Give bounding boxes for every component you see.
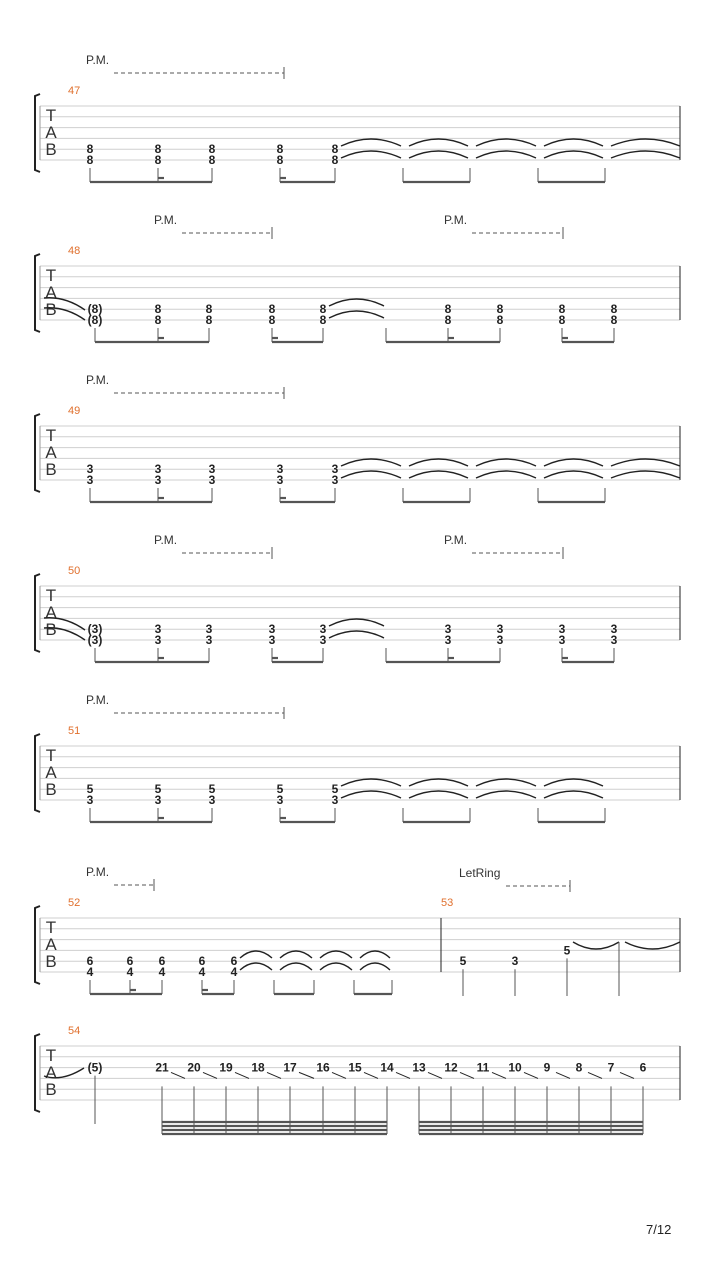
tie-arc (544, 791, 603, 798)
palm-mute-label: P.M. (444, 533, 468, 547)
fret-number: 3 (610, 633, 618, 647)
tie-arc (409, 779, 468, 786)
measure-number: 54 (68, 1025, 81, 1037)
fret-number: 5 (331, 782, 339, 796)
fret-number: 3 (154, 462, 162, 476)
fret-number: 3 (205, 633, 213, 647)
tie-arc (320, 951, 352, 958)
tie-arc (544, 151, 603, 158)
fret-number: 7 (607, 1060, 615, 1075)
slide-line (299, 1072, 314, 1078)
fret-number: 3 (205, 622, 213, 636)
slide-line (332, 1072, 346, 1078)
slide-line (171, 1072, 185, 1078)
measure-number: 52 (68, 897, 81, 909)
tie-arc (329, 299, 384, 306)
fret-number: 8 (558, 302, 566, 316)
tie-arc (341, 459, 401, 466)
fret-number: 8 (268, 302, 276, 316)
fret-number: 11 (476, 1060, 490, 1075)
fret-number: 8 (205, 302, 213, 316)
fret-number: 8 (610, 302, 618, 316)
fret-number: 5 (208, 782, 216, 796)
slide-line (235, 1072, 249, 1078)
palm-mute-label: P.M. (86, 373, 110, 387)
palm-mute-label: P.M. (154, 213, 178, 227)
fret-number: 3 (86, 473, 94, 487)
measure-number: 47 (68, 85, 81, 97)
fret-number: 9 (543, 1060, 551, 1075)
tie-arc (341, 139, 401, 146)
fret-number: 8 (154, 313, 162, 327)
tab-clef-letter: A (45, 123, 57, 142)
fret-number: 8 (331, 153, 339, 167)
tab-clef-letter: A (45, 763, 57, 782)
tie-arc (409, 459, 468, 466)
measure-number: 53 (441, 897, 454, 909)
fret-number: 6 (126, 954, 134, 968)
fret-number: 8 (154, 302, 162, 316)
staff-bracket (35, 734, 40, 812)
fret-number: 4 (86, 965, 94, 979)
fret-number: 8 (444, 302, 452, 316)
tab-clef-letter: B (45, 780, 57, 799)
fret-number: 3 (208, 473, 216, 487)
tie-arc (544, 459, 603, 466)
slide-line (492, 1072, 506, 1078)
fret-number: 8 (154, 142, 162, 156)
fret-number: 8 (610, 313, 618, 327)
fret-number: 3 (86, 462, 94, 476)
palm-mute-label: P.M. (86, 865, 110, 879)
tie-arc (625, 942, 680, 949)
tie-arc (240, 963, 272, 970)
fret-number: 3 (558, 633, 566, 647)
fret-number: (8) (87, 302, 103, 316)
tie-arc (329, 619, 384, 626)
fret-number: 6 (158, 954, 166, 968)
tie-arc (476, 151, 536, 158)
fret-number: 8 (319, 302, 327, 316)
fret-number: 5 (459, 954, 467, 969)
fret-number: (8) (87, 313, 103, 327)
staff-bracket (35, 1034, 40, 1112)
fret-number: 21 (155, 1060, 169, 1075)
fret-number: 3 (276, 462, 284, 476)
fret-number: 3 (558, 622, 566, 636)
tab-clef-letter: T (45, 586, 57, 605)
tab-clef-letter: T (45, 746, 57, 765)
tie-arc (409, 139, 468, 146)
fret-number: 8 (86, 153, 94, 167)
tab-clef-letter: T (45, 106, 57, 125)
tab-clef-letter: B (45, 1080, 57, 1099)
palm-mute-label: P.M. (86, 693, 110, 707)
tie-arc (329, 631, 384, 638)
fret-number: 3 (208, 793, 216, 807)
fret-number: 20 (187, 1060, 201, 1075)
tie-arc (544, 471, 603, 478)
fret-number: 3 (496, 622, 504, 636)
tie-arc (341, 779, 401, 786)
tab-clef-letter: B (45, 140, 57, 159)
tie-arc (409, 471, 468, 478)
tie-arc (341, 151, 401, 158)
fret-number: 8 (558, 313, 566, 327)
fret-number: 14 (380, 1060, 394, 1075)
page-number: 7/12 (646, 1222, 672, 1237)
staff-bracket (35, 94, 40, 172)
fret-number: 3 (610, 622, 618, 636)
fret-number: 8 (276, 142, 284, 156)
slide-line (620, 1072, 634, 1078)
fret-number: 17 (283, 1060, 297, 1075)
fret-number: 8 (496, 302, 504, 316)
fret-number: 5 (86, 782, 94, 796)
fret-number: 5 (276, 782, 284, 796)
fret-number: 8 (444, 313, 452, 327)
tie-arc (360, 963, 390, 970)
fret-number: 3 (444, 633, 452, 647)
slide-line (267, 1072, 281, 1078)
tie-arc (544, 779, 603, 786)
tie-arc (476, 471, 536, 478)
tab-clef-letter: T (45, 266, 57, 285)
slide-line (428, 1072, 442, 1078)
fret-number: 3 (496, 633, 504, 647)
tab-clef-letter: B (45, 620, 57, 639)
staff-bracket (35, 414, 40, 492)
palm-mute-label: P.M. (154, 533, 178, 547)
slide-line (556, 1072, 570, 1078)
fret-number: 8 (276, 153, 284, 167)
fret-number: 13 (412, 1060, 426, 1075)
fret-number: 8 (208, 153, 216, 167)
tab-clef-letter: T (45, 918, 57, 937)
fret-number: 3 (86, 793, 94, 807)
fret-number: 3 (319, 622, 327, 636)
tie-arc (611, 471, 680, 478)
measure-number: 50 (68, 565, 81, 577)
tie-arc (280, 963, 312, 970)
fret-number: 4 (230, 965, 238, 979)
tab-clef-letter: A (45, 603, 57, 622)
fret-number: 5 (154, 782, 162, 796)
fret-number: 3 (268, 633, 276, 647)
fret-number: 3 (268, 622, 276, 636)
tie-arc (476, 139, 536, 146)
fret-number: 6 (639, 1060, 647, 1075)
fret-number: 3 (208, 462, 216, 476)
fret-number: 15 (348, 1060, 362, 1075)
fret-number: 8 (208, 142, 216, 156)
fret-number: 8 (268, 313, 276, 327)
tie-arc (476, 459, 536, 466)
fret-number: 3 (154, 793, 162, 807)
slide-line (364, 1072, 378, 1078)
fret-number: 3 (331, 473, 339, 487)
tab-clef-letter: A (45, 935, 57, 954)
slide-line (396, 1072, 410, 1078)
fret-number: 12 (444, 1060, 458, 1075)
fret-number: 6 (198, 954, 206, 968)
fret-number: 18 (251, 1060, 265, 1075)
tab-clef-letter: A (45, 1063, 57, 1082)
let-ring-label: LetRing (459, 866, 501, 880)
fret-number: 5 (563, 943, 571, 958)
fret-number: 6 (230, 954, 238, 968)
fret-number: 19 (219, 1060, 233, 1075)
fret-number: 4 (198, 965, 206, 979)
fret-number: 3 (511, 954, 519, 969)
fret-number: 3 (444, 622, 452, 636)
staff-bracket (35, 254, 40, 332)
fret-number: 3 (331, 462, 339, 476)
slide-line (588, 1072, 602, 1078)
tab-clef-letter: T (45, 426, 57, 445)
palm-mute-label: P.M. (86, 53, 110, 67)
fret-number: 3 (276, 473, 284, 487)
slide-line (203, 1072, 217, 1078)
tie-arc (476, 791, 536, 798)
tie-arc (360, 951, 390, 958)
fret-number: (5) (87, 1060, 103, 1075)
tie-arc (280, 951, 312, 958)
fret-number: 3 (154, 633, 162, 647)
tie-arc (409, 791, 468, 798)
fret-number: 16 (316, 1060, 330, 1075)
tie-arc (341, 791, 401, 798)
slide-line (524, 1072, 538, 1078)
fret-number: 8 (496, 313, 504, 327)
tab-clef-letter: B (45, 460, 57, 479)
fret-number: 4 (158, 965, 166, 979)
fret-number: (3) (87, 633, 103, 647)
tie-arc (611, 151, 680, 158)
tab-clef-letter: A (45, 443, 57, 462)
tie-arc (611, 139, 680, 146)
slide-line (460, 1072, 474, 1078)
palm-mute-label: P.M. (444, 213, 468, 227)
fret-number: 3 (319, 633, 327, 647)
measure-number: 48 (68, 245, 81, 257)
fret-number: (3) (87, 622, 103, 636)
fret-number: 3 (154, 622, 162, 636)
staff-bracket (35, 906, 40, 984)
fret-number: 8 (331, 142, 339, 156)
tie-arc (329, 311, 384, 318)
tie-arc (476, 779, 536, 786)
tie-arc (573, 942, 619, 949)
fret-number: 8 (205, 313, 213, 327)
tie-arc (544, 139, 603, 146)
fret-number: 8 (319, 313, 327, 327)
measure-number: 51 (68, 725, 81, 737)
fret-number: 8 (154, 153, 162, 167)
tab-clef-letter: A (45, 283, 57, 302)
fret-number: 3 (276, 793, 284, 807)
fret-number: 6 (86, 954, 94, 968)
fret-number: 8 (86, 142, 94, 156)
tie-arc (320, 963, 352, 970)
tab-clef-letter: B (45, 952, 57, 971)
fret-number: 8 (575, 1060, 583, 1075)
tie-arc (341, 471, 401, 478)
staff-bracket (35, 574, 40, 652)
fret-number: 3 (331, 793, 339, 807)
fret-number: 10 (508, 1060, 522, 1075)
fret-number: 4 (126, 965, 134, 979)
tab-clef-letter: B (45, 300, 57, 319)
tie-arc (240, 951, 272, 958)
fret-number: 3 (154, 473, 162, 487)
measure-number: 49 (68, 405, 81, 417)
tie-arc (611, 459, 680, 466)
tie-arc (409, 151, 468, 158)
tab-clef-letter: T (45, 1046, 57, 1065)
